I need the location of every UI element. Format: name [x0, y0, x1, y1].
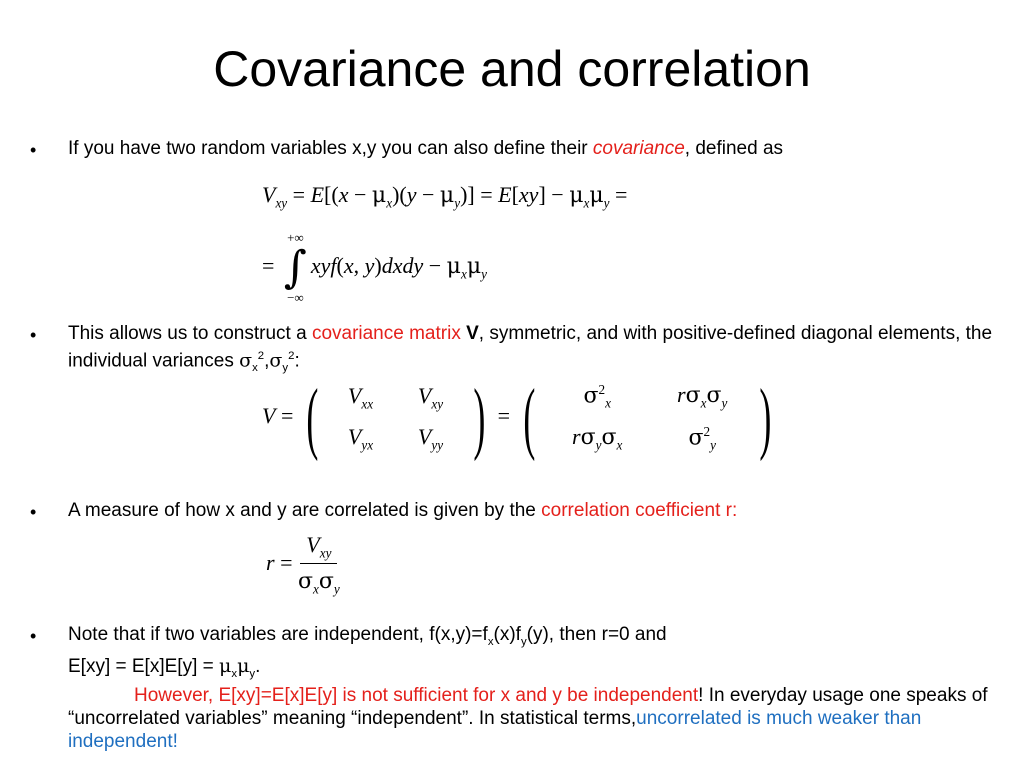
bullet-marker: • [30, 325, 37, 345]
bullet-4-paragraph [68, 684, 998, 753]
uncorrelated-note: uncorrelated is much weaker than independent! [68, 708, 922, 752]
comma: , [264, 350, 270, 372]
sub-y: y [282, 362, 289, 375]
bullet-marker: • [30, 626, 37, 646]
bullet-2-text-a: This allows us to construct a [68, 323, 312, 344]
sup-2: 2 [288, 350, 295, 362]
sigma-symbol: σ [269, 349, 283, 372]
bullet-4-line-1 [68, 623, 998, 654]
warning-text: However, E[xy]=E[x]E[y] is not sufficient for x and y be independent [134, 685, 699, 706]
bullet-4-text-c: (y), then r=0 and [526, 624, 667, 645]
correlation-fraction: $\frac{V_{xy}}{\sigma_x\sigma_y}$ [297, 532, 340, 597]
sub-y: y [249, 667, 256, 680]
sigma-symbol: σ [239, 349, 253, 372]
bullet-marker: • [30, 502, 37, 522]
bullet-1-text-a: If you have two random variables x,y you can also define their [68, 138, 593, 159]
mu-symbol: μ [237, 655, 250, 677]
v-matrix: ( $V_{xx}$ $V_{xy}$ $V_{yx}$ $V_{yy}$ ) [306, 374, 485, 462]
correlation-coefficient-term: correlation coefficient r: [541, 500, 738, 521]
sub-x: x [252, 362, 258, 375]
covariance-equation: $V_{xy} = E[(x - \mu_x)(y - \mu_y)] = E[xy] - \mu_x\mu_y$ = [262, 182, 628, 211]
bullet-4-line-2 [68, 655, 998, 686]
sub-x: x [487, 635, 494, 648]
colon: : [294, 350, 300, 372]
bullet-4-text-a: Note that if two variables are independent, f(x,y)=f [68, 624, 488, 645]
bullet-marker: • [30, 140, 37, 160]
bullet-4-text-d: ! In everyday usage one speaks of “uncorrelated variables” meaning “independent”. In statistical terms, [68, 685, 988, 729]
mu-symbol: μ [219, 655, 232, 677]
integral-equation: = +∞ ∫ −∞ xyf(x, y)dxdy − $\mu_x\mu_y$ [262, 230, 487, 305]
sup-2: 2 [257, 350, 265, 362]
bullet-4-text-b: (x)f [493, 624, 521, 645]
bullet-1-text [68, 137, 998, 160]
sub-y: y [520, 635, 527, 648]
covariance-matrix-term: covariance matrix [311, 323, 461, 344]
correlation-equation: r = $\frac{V_{xy}}{\sigma_x\sigma_y}$ [266, 532, 340, 597]
bullet-2-text-b: , symmetric, and with positive-defined diagonal elements, the individual variances [68, 323, 993, 372]
integral-sign: +∞ ∫ −∞ [283, 230, 307, 305]
covariance-matrix-equation: V = ( $V_{xx}$ $V_{xy}$ $V_{yx}$ $V_{yy}$ ) = ( $\sigma^2_x$ $r\sigma_x\sigma_y$ $r\sigma_y\sigma_x$ $\sigma^2_y$ ) [262, 378, 779, 458]
bullet-1-text-b: , defined as [684, 138, 784, 159]
bullet-2-text [68, 322, 998, 380]
bullet-3-text-a: A measure of how x and y are correlated is given by the [68, 500, 542, 521]
expectation-text: E[xy] = E[x]E[y] = [68, 656, 219, 677]
slide-title: Covariance and correlation [213, 41, 811, 97]
sigma-matrix: ( $\sigma^2_x$ $r\sigma_x\sigma_y$ $r\sigma_y\sigma_x$ $\sigma^2_y$ ) [522, 374, 772, 462]
sub-x: x [231, 667, 238, 680]
period: . [255, 656, 261, 677]
covariance-term: covariance [592, 138, 685, 159]
matrix-symbol: V [466, 323, 479, 344]
bullet-3-text [68, 499, 998, 522]
